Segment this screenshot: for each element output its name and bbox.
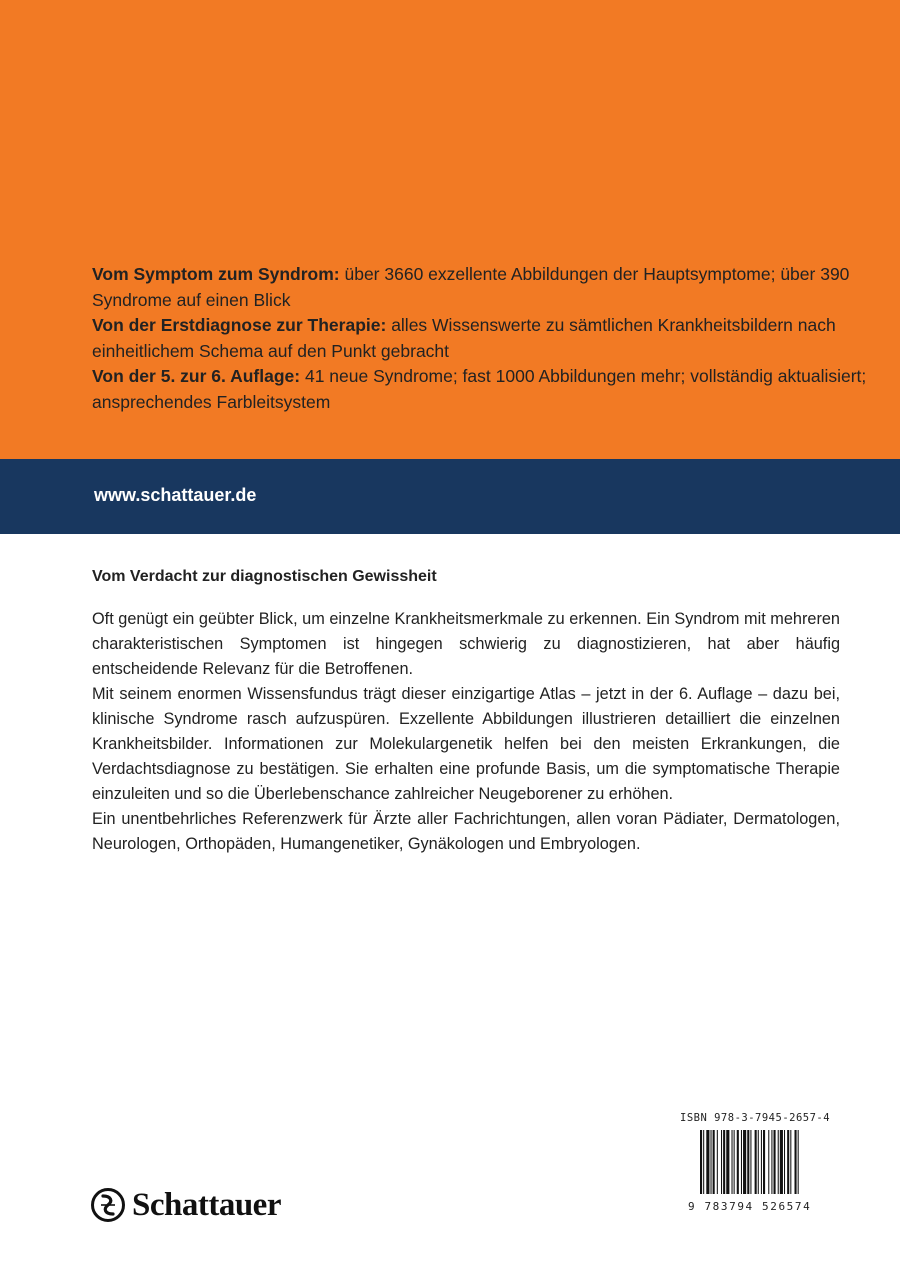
description <box>92 568 840 857</box>
feature-lead: Von der 5. zur 6. Auflage: <box>92 366 301 387</box>
publisher-url: www.schattauer.de <box>94 485 257 505</box>
feature-list <box>92 262 872 416</box>
feature-item <box>92 313 872 364</box>
publisher-name: Schattauer <box>132 1186 281 1223</box>
isbn-label: ISBN 978-3-7945-2657-4 <box>680 1112 831 1124</box>
feature-text: über 3660 exzellente Abbildungen der Hauptsymptome; über 390 Syndrome auf einen Blick <box>92 264 850 310</box>
barcode <box>699 1130 839 1194</box>
feature-text: alles Wissenswerte zu sämtlichen Krankheitsbildern nach einheitlichem Schema auf den Punkt gebracht <box>92 315 836 361</box>
description-paragraph: Oft genügt ein geübter Blick, um einzelne Krankheitsmerkmale zu erkennen. Ein Syndrom mit mehreren charakteristischen Symptomen ist hingegen schwierig zu diagnostizieren, hat aber häufig entscheidende Relevanz für die Betroffenen. <box>92 610 840 678</box>
feature-lead: Von der Erstdiagnose zur Therapie: <box>92 315 387 336</box>
publisher-emblem-icon <box>90 1187 126 1223</box>
publisher-logo <box>90 1185 281 1225</box>
barcode-number: 9 783794 526574 <box>688 1200 812 1213</box>
description-paragraph: Ein unentbehrliches Referenzwerk für Ärzte aller Fachrichtungen, allen voran Pädiater, Dermatologen, Neurologen, Orthopäden, Humangenetiker, Gynäkologen und Embryologen. <box>92 810 840 853</box>
feature-lead: Vom Symptom zum Syndrom: <box>92 264 340 284</box>
feature-text: 41 neue Syndrome; fast 1000 Abbildungen mehr; vollständig aktualisiert; ansprechendes Farbleitsystem <box>92 366 867 412</box>
feature-item <box>92 364 872 415</box>
description-heading: Vom Verdacht zur diagnostischen Gewissheit <box>92 568 437 585</box>
feature-item <box>92 262 872 313</box>
description-paragraph: Mit seinem enormen Wissensfundus trägt dieser einzigartige Atlas – jetzt in der 6. Auflage – dazu bei, klinische Syndrome rasch aufzuspüren. Exzellente Abbildungen illustrieren detailliert die einzelnen Krankheitsbilder. Informationen zur Molekulargenetik helfen bei den meisten Erkrankungen, die Verdachtsdiagnose zu bestätigen. Sie erhalten eine profunde Basis, um die symptomatische Therapie einzuleiten und so die Überlebenschance zahlreicher Neugeborener zu erhöhen. <box>92 685 840 803</box>
